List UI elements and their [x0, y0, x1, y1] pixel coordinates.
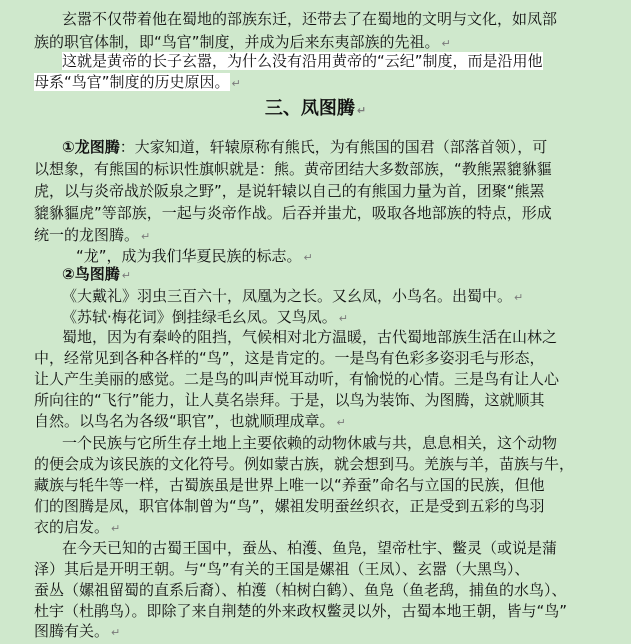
text-line	[62, 308, 348, 330]
line-text: 蚕丛（嫘祖留蜀的直系后裔）、柏濩（柏树白鹤）、鱼凫（鱼老鸹，捕鱼的水鸟）、	[34, 581, 567, 599]
line-text: 所向往的“飞行”能力，让人莫名崇拜。于是，以鸟为装饰、为图腾，这就顺其	[34, 391, 545, 409]
text-line	[34, 391, 545, 413]
line-text: 蜀地，因为有秦岭的阻挡，气候相对北方温暖，古代蜀地部族生活在山林之	[62, 328, 558, 346]
text-line	[34, 602, 567, 624]
section-heading	[0, 97, 631, 123]
line-text: 《大戴礼》羽虫三百六十，凤凰为之长。又幺凤，小鸟名。出蜀中。	[62, 287, 513, 305]
text-line	[34, 497, 545, 519]
paragraph-mark: ↵	[356, 104, 367, 117]
text-line	[34, 349, 545, 371]
bold-prefix: ①龙图腾	[62, 138, 120, 156]
paragraph-mark: ↵	[338, 312, 348, 325]
text-line	[34, 182, 545, 204]
line-text: 中，经常见到各种各样的“鸟”，这是肯定的。一是鸟有色彩多姿羽毛与形态，	[34, 349, 545, 367]
line-text: ②鸟图腾	[62, 265, 120, 283]
paragraph-mark: ↵	[336, 416, 346, 429]
text-line	[34, 581, 567, 603]
line-text: 图腾有关。	[34, 622, 110, 640]
line-text: 貔貅貙虎”等部族，一起与炎帝作战。后吞并蚩尤，吸取各地部族的特点，形成	[34, 204, 552, 222]
paragraph-mark: ↵	[303, 251, 313, 264]
text-line	[62, 52, 543, 74]
text-line	[62, 287, 523, 309]
text-line	[34, 560, 530, 582]
line-text: 的便会成为该民族的文化符号。例如蒙古族，就会想到马。羌族与羊，苗族与牛，	[34, 455, 575, 473]
paragraph-mark: ↵	[441, 37, 451, 50]
text-line	[62, 328, 557, 350]
line-text: 一个民族与它所生存土地上主要依赖的动物休戚与共，息息相关，这个动物	[62, 434, 558, 452]
line-text: 们的图腾是凤，职官体制曾为“鸟”，嫘祖发明蚕丝织衣，正是受到五彩的鸟羽	[34, 497, 545, 515]
text-line	[34, 226, 150, 248]
line-text: 藏族与牦牛等一样，古蜀族虽是世界上唯一以“养蚕”命名与立国的民族，但他	[34, 476, 545, 494]
line-rest: ：大家知道，轩辕原称有熊氏，为有熊国的国君（部落首领），可	[119, 138, 548, 156]
text-line	[34, 476, 545, 498]
line-text: 在今天已知的古蜀王国中，蚕丛、柏濩、鱼凫，望帝杜宇、鳖灵（或说是蒲	[62, 539, 558, 557]
text-line	[62, 138, 547, 160]
line-text: 衣的启发。	[34, 518, 110, 536]
text-line	[62, 434, 557, 456]
text-line	[34, 412, 346, 434]
line-text: 《苏轼·梅花词》倒挂绿毛幺凤。又鸟凤。	[62, 308, 337, 326]
text-line	[34, 455, 574, 477]
line-text: 泽）其后是开明王朝。与“鸟”有关的王国是嫘祖（王凤）、玄嚣（大黑鸟）、	[34, 560, 530, 578]
text-line	[34, 204, 552, 226]
text-line	[34, 73, 241, 95]
paragraph-mark: ↵	[231, 77, 241, 90]
text-line	[62, 539, 557, 561]
text-line	[62, 265, 131, 287]
paragraph-mark: ↵	[141, 230, 151, 243]
line-text: 以想象，有熊国的标识性旗帜就是：熊。黄帝团结大多数部族，“教熊罴貔貅貙	[34, 160, 552, 178]
paragraph-mark: ↵	[121, 269, 131, 282]
line-text: 自然。以鸟名为各级“职官”，也就顺理成章。	[34, 412, 335, 430]
paragraph-mark: ↵	[514, 291, 524, 304]
line-text: “龙”，成为我们华夏民族的标志。	[76, 247, 302, 265]
line-text: 让人产生美丽的感觉。二是鸟的叫声悦耳动听，有愉悦的心情。三是鸟有让人心	[34, 370, 560, 388]
text-line	[62, 10, 557, 32]
line-text: 杜宇（杜鹃鸟）。即除了来自荆楚的外来政权鳖灵以外，古蜀本地王朝，皆与“鸟”	[34, 602, 568, 620]
text-line	[34, 370, 559, 392]
line-text: 母系“鸟官”制度的历史原因。	[34, 73, 230, 91]
paragraph-mark: ↵	[111, 522, 121, 535]
text-line	[34, 622, 120, 644]
text-line	[34, 518, 120, 540]
line-text: 统一的龙图腾。	[34, 226, 140, 244]
section-heading-text: 三、凤图腾	[264, 98, 355, 119]
line-text: 这就是黄帝的长子玄嚣，为什么没有沿用黄帝的“云纪”制度，而是沿用他	[62, 52, 543, 70]
text-line	[34, 160, 552, 182]
line-text: 虎，以与炎帝战於阪泉之野”，是说轩辕以自己的有熊国力量为首，团聚“熊罴	[34, 182, 545, 200]
line-text	[62, 138, 547, 156]
paragraph-mark: ↵	[111, 626, 121, 639]
line-text: 族的职官体制，即“鸟官”制度，并成为后来东夷部族的先祖。	[34, 33, 440, 51]
line-text: 玄嚣不仅带着他在蜀地的部族东迁，还带去了在蜀地的文明与文化，如凤部	[62, 10, 558, 28]
